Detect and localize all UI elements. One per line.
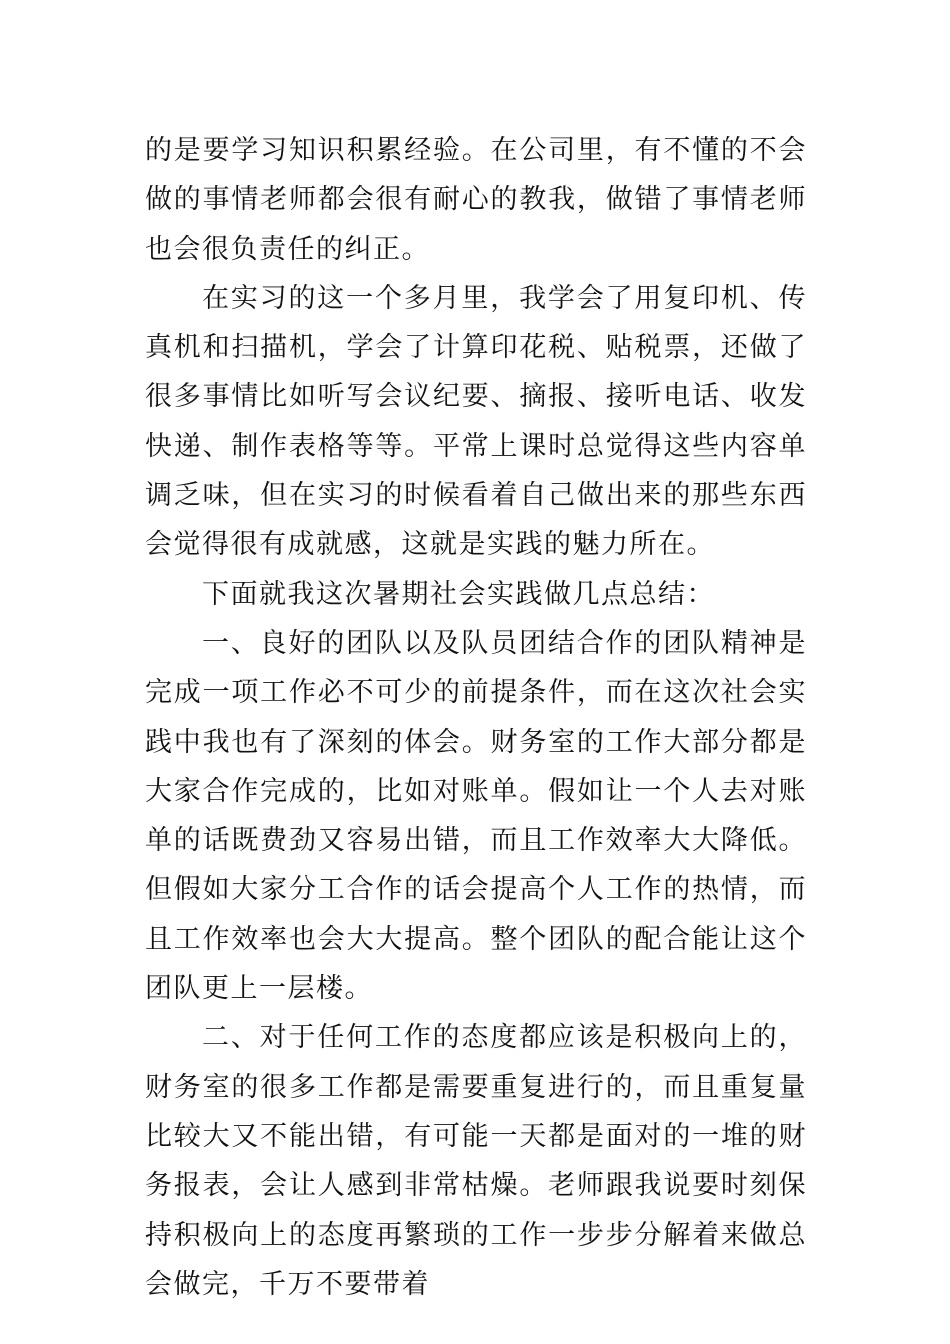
paragraph-summary-intro: 下面就我这次暑期社会实践做几点总结： [202, 578, 715, 610]
body-text [145, 126, 807, 1309]
paragraph-point-one-teamwork: 一、良好的团队以及队员团结合作的团队精神是完成一项工作必不可少的前提条件，而在这次社会实践中我也有了深刻的体会。财务室的工作大部分都是大家合作完成的，比如对账单。假如让一个人去对账单的话既费劲又容易出错，而且工作效率大大降低。但假如大家分工合作的话会提高个人工作的热情，而且工作效率也会大大提高。整个团队的配合能让这个团队更上一层楼。 [145, 627, 807, 1005]
paragraph-point-two-attitude: 二、对于任何工作的态度都应该是积极向上的，财务室的很多工作都是需要重复进行的，而且重复量比较大又不能出错，有可能一天都是面对的一堆的财务报表，会让人感到非常枯燥。老师跟我说要时刻保持积极向上的态度再繁琐的工作一步步分解着来做总会做完，千万不要带着 [145, 1022, 807, 1300]
paragraph-continuation: 的是要学习知识积累经验。在公司里，有不懂的不会做的事情老师都会很有耐心的教我，做错了事情老师也会很负责任的纠正。 [145, 135, 807, 265]
paragraph-internship-skills: 在实习的这一个多月里，我学会了用复印机、传真机和扫描机，学会了计算印花税、贴税票，还做了很多事情比如听写会议纪要、摘报、接听电话、收发快递、制作表格等等。平常上课时总觉得这些内容单调乏味，但在实习的时候看着自己做出来的那些东西会觉得很有成就感，这就是实践的魅力所在。 [145, 282, 807, 561]
